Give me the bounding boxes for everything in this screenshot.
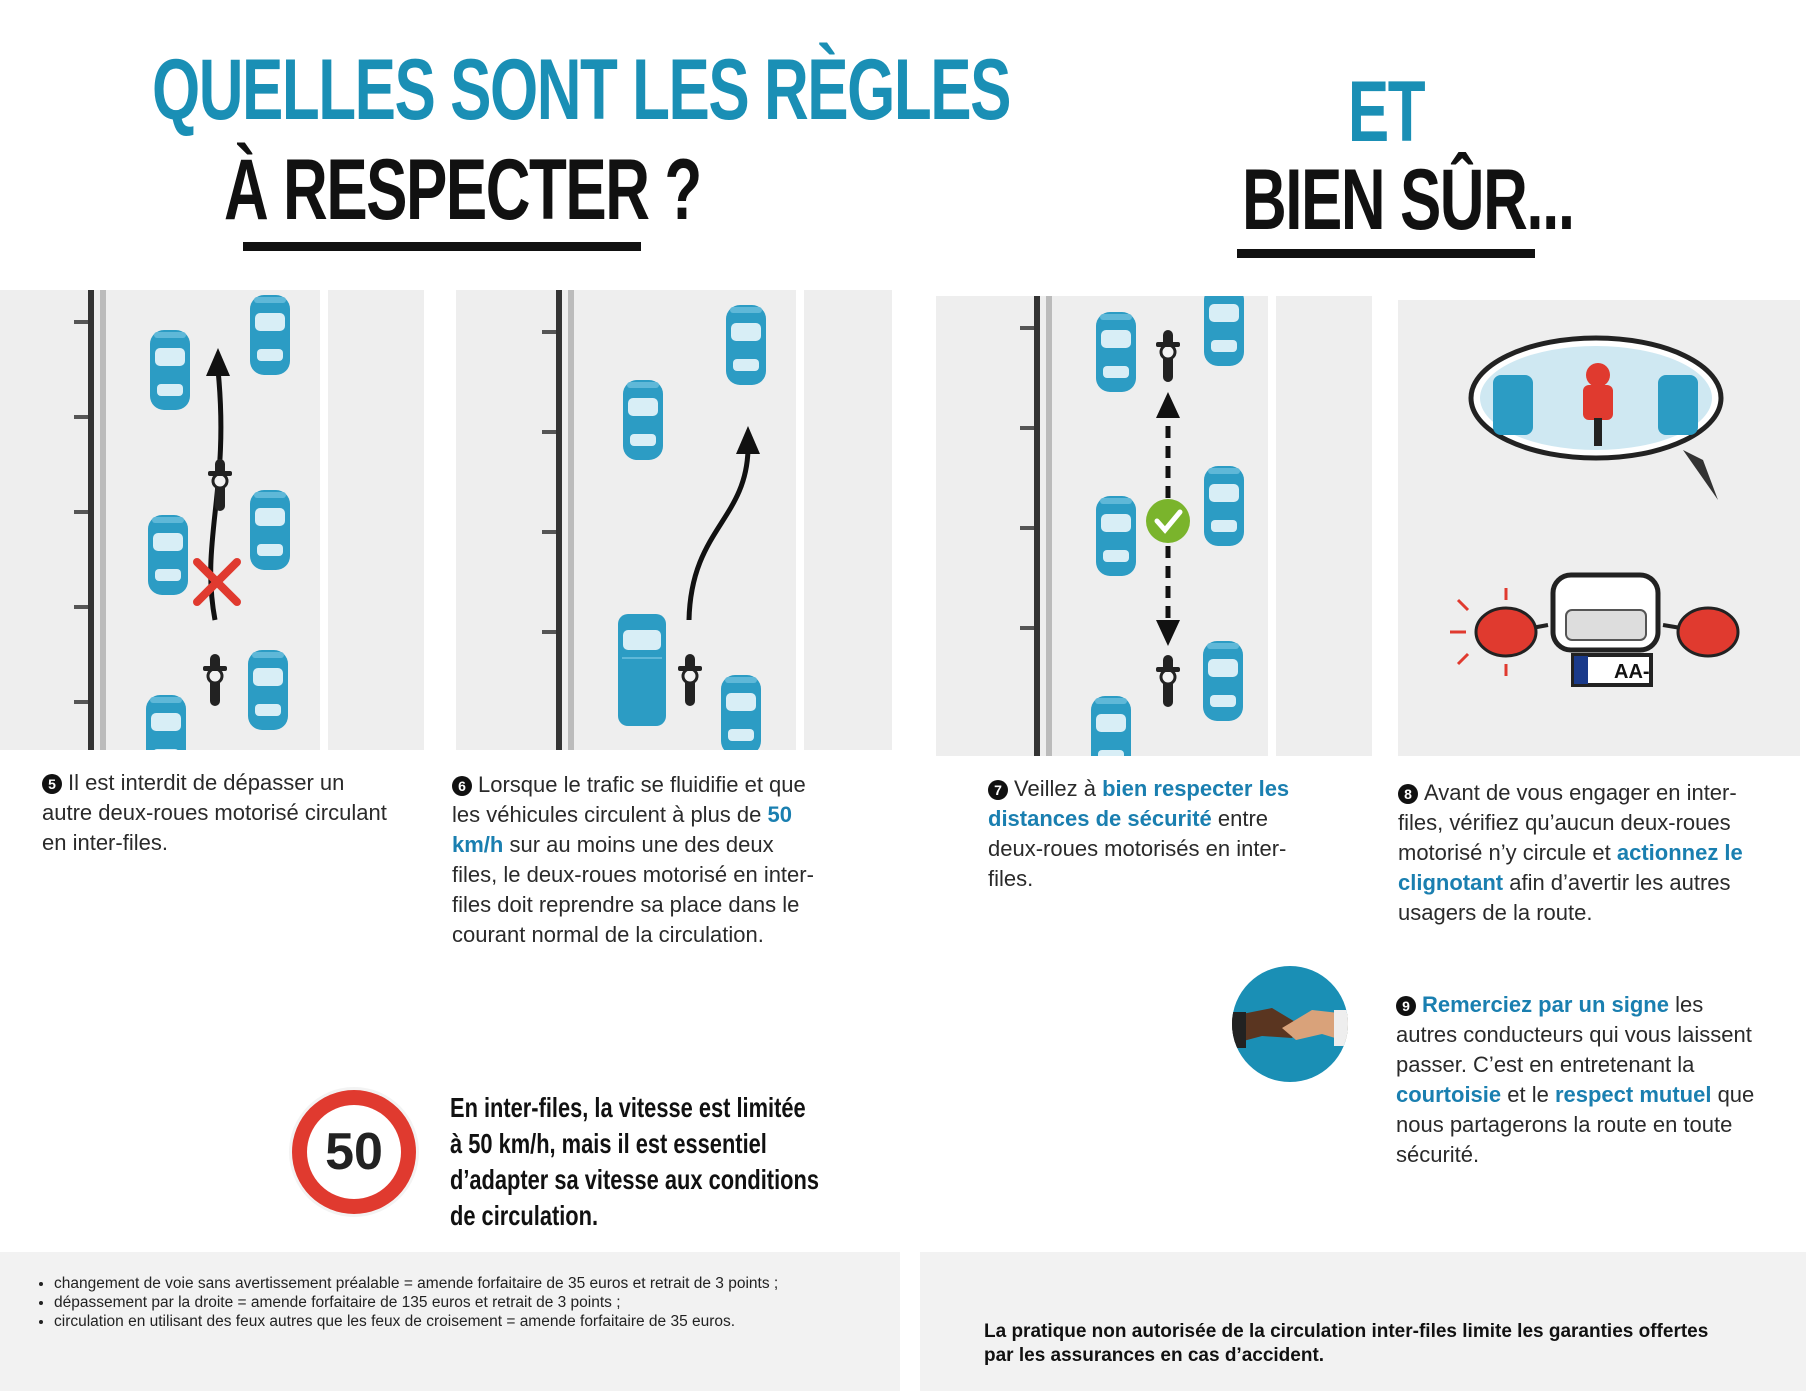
green-check-icon (1146, 499, 1190, 543)
penalty-item: • circulation en utilisant des feux autres que les feux de croisement = amende forfaitaire de 35 euros. (54, 1312, 834, 1331)
rule-6-text: 6 Lorsque le trafic se fluidifie et que les véhicules circulent à plus de 50 km/h sur au moins une des deux files, le deux-roues motorisé en inter-files doit reprendre sa place dans le courant normal de la circulation. (452, 772, 814, 947)
speed-note-line: En inter-files, la vitesse est limitée (450, 1092, 806, 1123)
left-title-line1: QUELLES SONT LES RÈGLES (152, 42, 1010, 138)
motorcycle (1156, 655, 1180, 707)
insurance-note: La pratique non autorisée de la circulation inter-files limite les garanties offertes par les assurances en cas d’accident. (984, 1321, 1709, 1366)
rule-6-number: 6 (452, 776, 472, 796)
penalty-item: • changement de voie sans avertissement préalable = amende forfaitaire de 35 euros et retrait de 3 points ; (54, 1274, 834, 1293)
handshake-icon (1232, 966, 1348, 1082)
car (726, 305, 766, 385)
car (1096, 312, 1136, 392)
right-title-line2: BIEN SÛR... (1242, 152, 1574, 248)
right-title-line1: ET (1347, 64, 1425, 160)
plate-text: AA- (1614, 661, 1650, 683)
speed-note (450, 1090, 850, 1234)
car (1091, 696, 1131, 756)
car (250, 295, 290, 375)
illustration-no-overtaking (0, 290, 424, 750)
van (618, 614, 666, 726)
motorcycle-rear-icon (1450, 575, 1738, 685)
mirror-and-indicator-scene (1398, 300, 1800, 756)
rule-5-text: 5 Il est interdit de dépasser un autre deux-roues motorisé circulant en inter-files. (42, 770, 387, 855)
car (1204, 466, 1244, 546)
road-scene-3 (936, 296, 1372, 756)
rule-9-number: 9 (1396, 996, 1416, 1016)
rule-5-number: 5 (42, 774, 62, 794)
speed-note-line: de circulation. (450, 1200, 599, 1231)
rule-7-number: 7 (988, 780, 1008, 800)
penalty-list (40, 1274, 834, 1331)
speed-limit-sign-icon (292, 1090, 416, 1214)
car (721, 675, 761, 750)
speed-limit-value: 50 (307, 1105, 401, 1199)
illustration-safety-distance (936, 296, 1372, 756)
car (1203, 641, 1243, 721)
car (150, 330, 190, 410)
car (623, 380, 663, 460)
rule-8-text: 8 Avant de vous engager en inter-files, vérifiez qu’aucun deux-roues motorisé n’y circule et actionnez le clignotant afin d’avertir les autres usagers de la route. (1398, 780, 1743, 925)
mirror-icon (1471, 338, 1721, 500)
illustration-return-to-lane (456, 290, 892, 750)
car (250, 490, 290, 570)
car (1204, 296, 1244, 366)
right-title-underline (1237, 249, 1535, 258)
road-scene-2 (456, 290, 892, 750)
speed-note-line: d’adapter sa vitesse aux conditions (450, 1164, 819, 1195)
speed-note-line: à 50 km/h, mais il est essentiel (450, 1128, 767, 1159)
motorcycle (1156, 330, 1180, 382)
motorcycle (203, 654, 227, 706)
rule-8-number: 8 (1398, 784, 1418, 804)
road-scene-1 (0, 290, 424, 750)
car (148, 515, 188, 595)
rule-7-text: 7 Veillez à bien respecter les distances de sécurité entre deux-roues motorisés en inter-files. (988, 776, 1290, 891)
left-title-underline (243, 242, 641, 251)
left-title-line2: À RESPECTER ? (223, 142, 701, 238)
car (146, 695, 186, 750)
car (248, 650, 288, 730)
red-cross-icon (197, 562, 237, 602)
rule-9-text: 9 Remerciez par un signe les autres conducteurs qui vous laissent passer. C’est en entretenant la courtoisie et le respect mutuel que nous partagerons la route en toute sécurité. (1396, 992, 1755, 1167)
illustration-mirror-indicator (1398, 300, 1800, 756)
penalty-item: • dépassement par la droite = amende forfaitaire de 135 euros et retrait de 3 points ; (54, 1293, 834, 1312)
motorcycle (678, 654, 702, 706)
barrier-posts (74, 320, 88, 704)
car (1096, 496, 1136, 576)
motorcycle (208, 459, 232, 511)
